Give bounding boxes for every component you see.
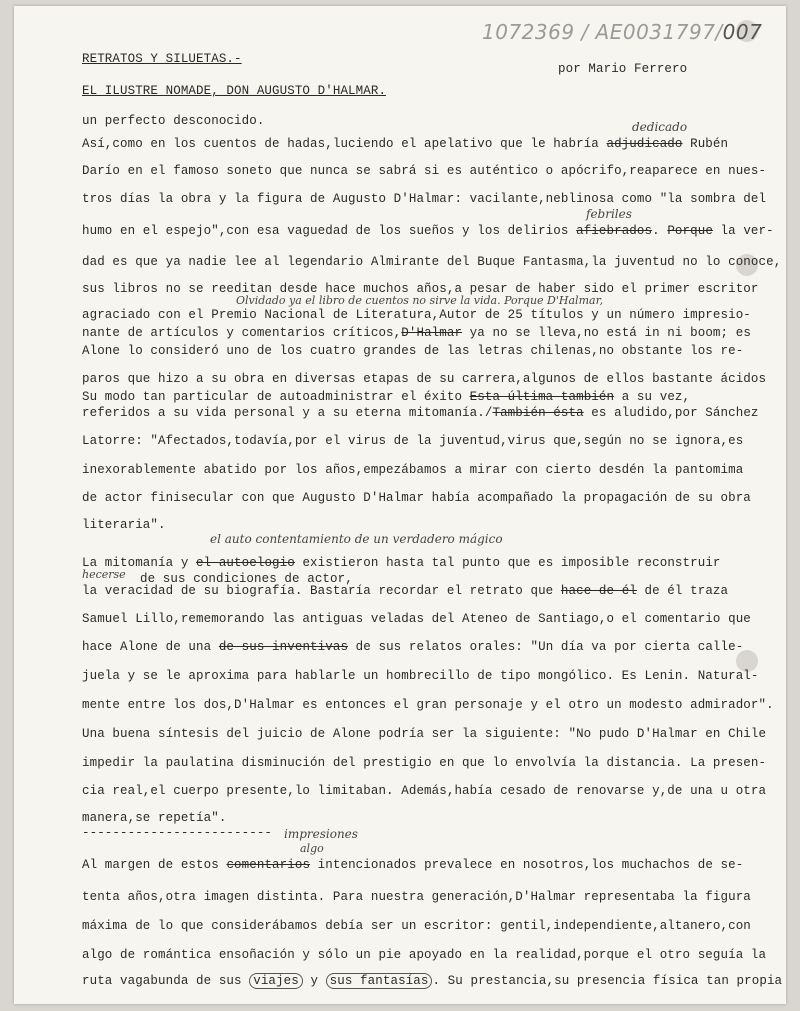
text-line: un perfecto desconocido. xyxy=(82,114,265,128)
document-page xyxy=(14,6,786,1004)
text-line: de sus condiciones de actor, xyxy=(140,572,353,586)
text-line: agraciado con el Premio Nacional de Literatura,Autor de 25 títulos y un número impresio- xyxy=(82,308,751,322)
section-title: RETRATOS Y SILUETAS.- xyxy=(82,52,242,66)
text-line: Su modo tan particular de autoadministrar el éxito Esta última también a su vez, xyxy=(82,390,691,404)
handwritten-correction: hecerse xyxy=(82,568,126,581)
archive-stamp: 1072369 / AE0031797/007 xyxy=(482,20,763,44)
author-byline: por Mario Ferrero xyxy=(558,62,688,76)
text-line: manera,se repetía". xyxy=(82,811,227,825)
text-line: Samuel Lillo,rememorando las antiguas veladas del Ateneo de Santiago,o el comentario que xyxy=(82,612,751,626)
text-line: tros días la obra y la figura de Augusto D'Halmar: vacilante,neblinosa como "la sombra del xyxy=(82,192,767,206)
text-line: nante de artículos y comentarios críticos,D'Halmar ya no se lleva,no está in ni boom; es xyxy=(82,326,751,340)
text-line: referidos a su vida personal y a su eterna mitomanía./También ésta es aludido,por Sánchez xyxy=(82,406,759,420)
article-title: EL ILUSTRE NOMADE, DON AUGUSTO D'HALMAR. xyxy=(82,84,387,98)
text-line: mente entre los dos,D'Halmar es entonces el gran personaje y el otro un modesto admirador". xyxy=(82,698,774,712)
text-line: Una buena síntesis del juicio de Alone podría ser la siguiente: "No pudo D'Halmar en Chile xyxy=(82,727,767,741)
handwritten-correction: febriles xyxy=(586,207,632,221)
text-line: humo en el espejo",con esa vaguedad de los sueños y los delirios afiebrados. Porque la ver- xyxy=(82,224,774,238)
separator-line: ------------------------- xyxy=(82,826,273,840)
text-line: hace Alone de una de sus inventivas de sus relatos orales: "Un día va por cierta calle- xyxy=(82,640,744,654)
text-line: máxima de lo que considerábamos debía ser un escritor: gentil,independiente,altanero,con xyxy=(82,919,751,933)
text-line: Al margen de estos comentarios intencionados prevalece en nosotros,los muchachos de se- xyxy=(82,858,744,872)
handwritten-annotation: el auto contentamiento de un verdadero mágico xyxy=(210,532,503,546)
text-line: juela y se le aproxima para hablarle un hombrecillo de tipo mongólico. Es Lenin. Natural- xyxy=(82,669,759,683)
text-line: inexorablemente abatido por los años,empezábamos a mirar con cierto desdén la pantomima xyxy=(82,463,744,477)
text-line: Latorre: "Afectados,todavía,por el virus de la juventud,virus que,según no se ignora,es xyxy=(82,434,744,448)
text-line: Así,como en los cuentos de hadas,luciendo el apelativo que le habría adjudicado Rubén xyxy=(82,137,729,151)
text-line: cia real,el cuerpo presente,lo limitaban. Además,había cesado de renovarse y,de una u otra xyxy=(82,784,767,798)
text-line: Darío en el famoso soneto que nunca se sabrá si es auténtico o apócrifo,reaparece en nues- xyxy=(82,164,767,178)
handwritten-annotation: Olvidado ya el libro de cuentos no sirve la vida. Porque D'Halmar, xyxy=(236,294,604,307)
handwritten-correction: dedicado xyxy=(632,120,688,134)
text-line: la veracidad de su biografía. Bastaría recordar el retrato que hace de él de él traza xyxy=(82,584,729,598)
text-line: impedir la paulatina disminución del prestigio en que lo envolvía la distancia. La presen- xyxy=(82,756,767,770)
text-line: algo de romántica ensoñación y sólo un pie apoyado en la realidad,porque el otro seguía la xyxy=(82,948,767,962)
text-line: paros que hizo a su obra en diversas etapas de su carrera,algunos de ellos bastante ácidos xyxy=(82,372,767,386)
text-line: sus libros no se reeditan desde hace muchos años,a pesar de haber sido el primer escritor xyxy=(82,282,759,296)
archive-page: 007 xyxy=(722,20,763,44)
text-line: La mitomanía y el autoelogio existieron hasta tal punto que es imposible reconstruir xyxy=(82,556,721,570)
text-line: tenta años,otra imagen distinta. Para nuestra generación,D'Halmar representaba la figura xyxy=(82,890,751,904)
text-line: ruta vagabunda de sus viajes y sus fantasías . Su prestancia,su presencia física tan propia xyxy=(82,974,783,988)
text-line: Alone lo consideró uno de los cuatro grandes de las letras chilenas,no obstante los re- xyxy=(82,344,744,358)
archive-number: 1072369 xyxy=(482,20,575,44)
text-line: literaria". xyxy=(82,518,166,532)
handwritten-correction: algo xyxy=(300,842,324,855)
text-line: dad es que ya nadie lee al legendario Almirante del Buque Fantasma,la juventud no lo conoce, xyxy=(82,255,782,269)
text-line: de actor finisecular con que Augusto D'Halmar había acompañado la propagación de su obra xyxy=(82,491,751,505)
handwritten-correction: impresiones xyxy=(284,827,358,841)
archive-code: AE0031797 xyxy=(595,20,716,44)
